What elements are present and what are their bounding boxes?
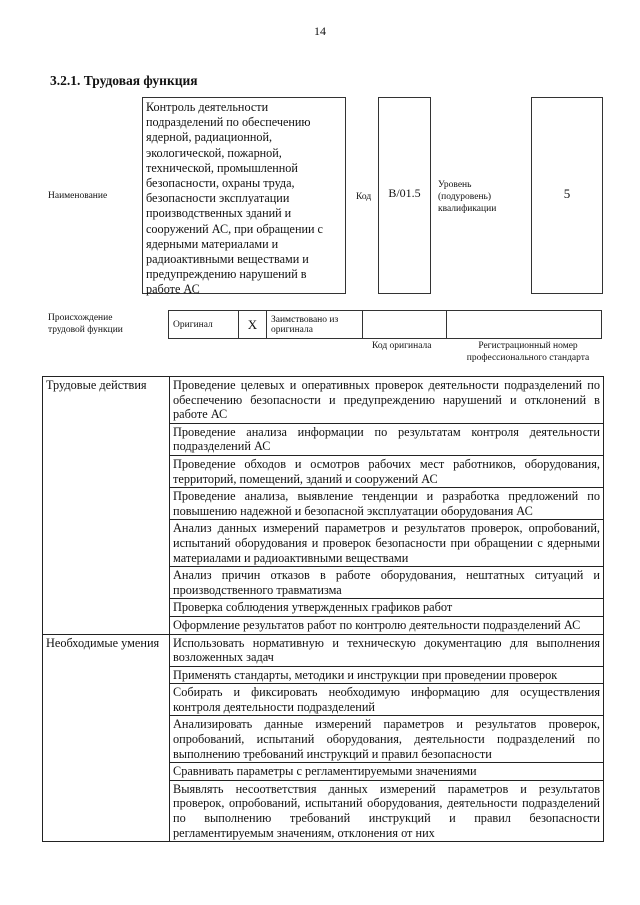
list-item: Проверка соблюдения утвержденных графиков работ [170, 599, 604, 617]
list-item: Оформление результатов работ по контролю деятельности подразделений АС [170, 616, 604, 634]
list-item: Сравнивать параметры с регламентируемыми значениями [170, 763, 604, 781]
table-row [43, 634, 604, 666]
function-name-box: Контроль деятельности подразделений по обеспечению ядерной, радиационной, экологической, пожарной, технической, промышленной безопасности, охраны труда, безопасности эксплуатации производственных зданий и сооружений АС, при обращении с ядерными материалами и радиоактивными веществами и предупреждению нарушений в работе АС [142, 97, 346, 294]
section-title: Необходимые умения [43, 634, 170, 842]
original-label: Оригинал [169, 311, 239, 339]
code-value-box: B/01.5 [378, 97, 431, 294]
original-mark: X [239, 311, 267, 339]
table-row [43, 377, 604, 424]
list-item: Анализ данных измерений параметров и результатов проверок, опробований, испытаний оборудования и проверок безопасности при обращении с ядерными материалами и радиоактивными веществами [170, 520, 604, 567]
code-original-label: Код оригинала [372, 341, 432, 351]
list-item: Проведение анализа информации по результатам контроля деятельности подразделений АС [170, 423, 604, 455]
list-item: Анализировать данные измерений параметров и результатов проверок, опробований, испытаний оборудования, деятельности подразделений по выполнению требований инструкций и правил безопасности [170, 716, 604, 763]
list-item: Проведение анализа, выявление тенденции и разработка предложений по повышению надежной и безопасной эксплуатации оборудования АС [170, 488, 604, 520]
level-value-box: 5 [531, 97, 603, 294]
name-label: Наименование [48, 191, 108, 201]
reg-number-label: Регистрационный номер профессионального стандарта [466, 341, 590, 363]
list-item: Выявлять несоответствия данных измерений параметров и результатов проверок, опробований, испытаний оборудования, деятельности подразделений по выполнению требований инструкций и правил безопасности регламентируемым значениям, отклонения от них [170, 780, 604, 841]
list-item: Использовать нормативную и техническую документацию для выполнения возложенных задач [170, 634, 604, 666]
level-label: Уровень (подуровень) квалификации [438, 180, 497, 214]
list-item: Анализ причин отказов в работе оборудования, нештатных ситуаций и производственного травматизма [170, 567, 604, 599]
borrowed-label: Заимствовано из оригинала [267, 311, 363, 339]
origin-label: Происхождение трудовой функции [48, 313, 123, 335]
code-original-cell [363, 311, 447, 339]
function-details-table [42, 376, 604, 842]
list-item: Собирать и фиксировать необходимую информацию для осуществления контроля деятельности подразделений [170, 684, 604, 716]
list-item: Проведение целевых и оперативных проверок деятельности подразделений по обеспечению безопасности и предупреждению нарушений и отклонений в работе АС [170, 377, 604, 424]
list-item: Применять стандарты, методики и инструкции при проведении проверок [170, 666, 604, 684]
code-label: Код [356, 192, 372, 202]
list-item: Проведение обходов и осмотров рабочих мест работников, оборудования, территорий, помещений, зданий и сооружений АС [170, 455, 604, 487]
origin-table [168, 310, 602, 339]
section-title: Трудовые действия [43, 377, 170, 635]
section-heading: 3.2.1. Трудовая функция [50, 73, 198, 88]
page-number: 14 [314, 24, 326, 38]
reg-number-cell [447, 311, 602, 339]
